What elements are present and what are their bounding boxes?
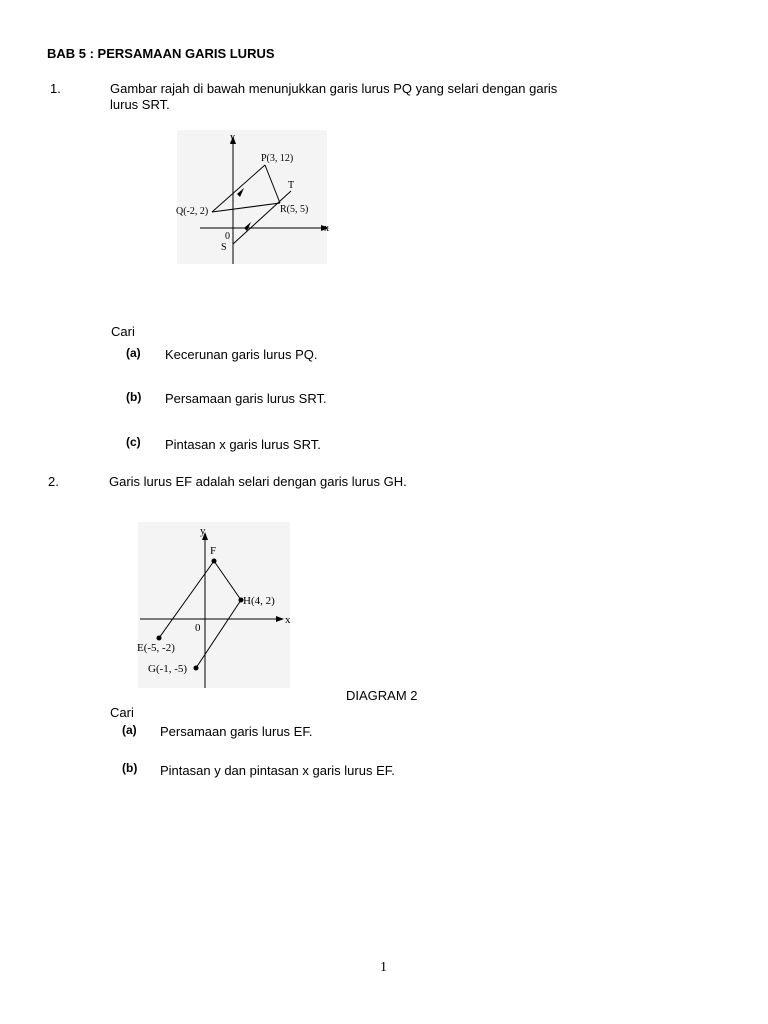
question-1-number: 1. — [50, 81, 61, 96]
point-f — [212, 559, 217, 564]
point-e — [157, 636, 162, 641]
question-2-number: 2. — [48, 474, 59, 489]
diagram-2-origin-label: 0 — [195, 622, 201, 634]
point-s-label: S — [221, 242, 227, 253]
diagram-2-caption: DIAGRAM 2 — [346, 688, 418, 703]
question-2-cari: Cari — [110, 705, 134, 720]
q1-part-b-label: (b) — [126, 390, 142, 404]
point-p-label: P(3, 12) — [261, 153, 294, 164]
q2-part-a-text: Persamaan garis lurus EF. — [160, 724, 313, 739]
point-e-label: E(-5, -2) — [137, 642, 175, 654]
diagram-1-x-label: x — [324, 223, 329, 234]
q1-part-a-text: Kecerunan garis lurus PQ. — [165, 347, 318, 362]
point-r-label: R(5, 5) — [280, 204, 309, 215]
q2-part-b-text: Pintasan y dan pintasan x garis lurus EF. — [160, 763, 395, 778]
q2-part-b-label: (b) — [122, 761, 138, 775]
point-q-label: Q(-2, 2) — [176, 206, 209, 217]
point-t-label: T — [288, 180, 295, 191]
diagram-1-y-label: y — [230, 132, 235, 143]
q2-part-a-label: (a) — [122, 723, 137, 737]
q1-part-b-text: Persamaan garis lurus SRT. — [165, 391, 327, 406]
point-g — [194, 666, 199, 671]
question-1-text-line1: Gambar rajah di bawah menunjukkan garis lurus PQ yang selari dengan garis — [110, 81, 558, 96]
q1-part-a-label: (a) — [126, 346, 141, 360]
page-title: BAB 5 : PERSAMAAN GARIS LURUS — [47, 46, 275, 61]
question-1-cari: Cari — [111, 324, 135, 339]
point-g-label: G(-1, -5) — [148, 663, 188, 675]
page-number: 1 — [380, 960, 387, 975]
diagram-2 — [132, 520, 302, 692]
diagram-1 — [170, 128, 340, 268]
point-h-label: H(4, 2) — [243, 595, 275, 607]
q1-part-c-text: Pintasan x garis lurus SRT. — [165, 437, 321, 452]
diagram-1-background — [177, 130, 327, 264]
question-2-text: Garis lurus EF adalah selari dengan garis lurus GH. — [109, 474, 407, 489]
q1-part-c-label: (c) — [126, 435, 141, 449]
diagram-2-y-label: y — [200, 525, 206, 537]
diagram-2-x-label: x — [285, 614, 291, 626]
question-1-text-line2: lurus SRT. — [110, 97, 170, 112]
diagram-1-origin-label: 0 — [225, 231, 230, 242]
point-f-label: F — [210, 545, 217, 557]
